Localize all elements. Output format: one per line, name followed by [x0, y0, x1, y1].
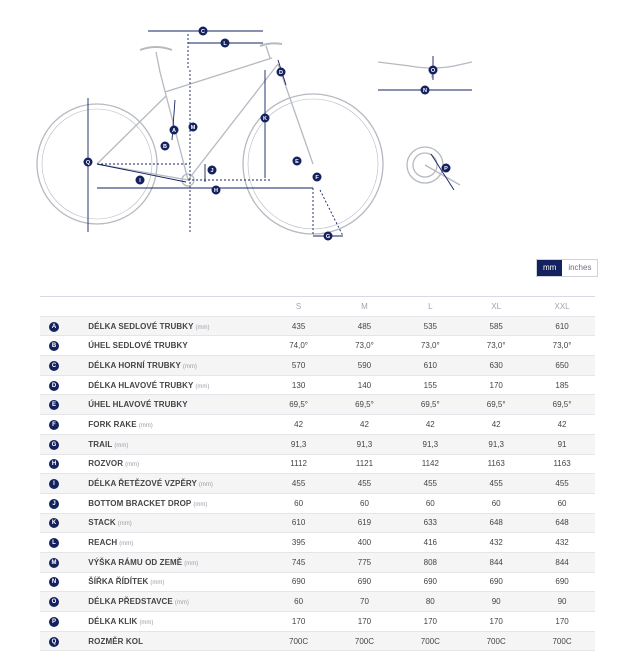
- row-value-cell: 395: [266, 533, 332, 553]
- row-unit: (mm): [195, 383, 210, 390]
- row-value-cell: 140: [332, 375, 398, 395]
- row-value-cell: 1142: [397, 454, 463, 474]
- row-label: FORK RAKE: [88, 419, 137, 429]
- marker-o: [429, 66, 438, 75]
- row-letter-badge: F: [49, 420, 59, 430]
- header-empty: [40, 297, 88, 317]
- table-row: [40, 572, 595, 592]
- row-unit: (mm): [139, 619, 154, 626]
- row-value-cell: 700C: [397, 631, 463, 651]
- svg-text:K: K: [263, 116, 267, 122]
- row-value-cell: 90: [463, 592, 529, 612]
- bike-geometry-diagram: [0, 0, 627, 250]
- row-label: ROZMĚR KOL: [88, 636, 144, 646]
- row-unit: (mm): [117, 521, 132, 528]
- row-value-cell: 91,3: [266, 434, 332, 454]
- row-value-cell: 90: [529, 592, 595, 612]
- row-letter-badge: J: [49, 499, 59, 509]
- marker-c: [199, 27, 208, 36]
- row-value-cell: 844: [463, 552, 529, 572]
- stem: [266, 46, 270, 58]
- table-row: [40, 493, 595, 513]
- row-badge-cell: [40, 552, 88, 572]
- row-value-cell: 155: [397, 375, 463, 395]
- row-letter-badge: L: [49, 538, 59, 548]
- table-row: [40, 612, 595, 632]
- row-value-cell: 619: [332, 513, 398, 533]
- row-label: DÉLKA HORNÍ TRUBKY: [88, 360, 181, 370]
- svg-text:H: H: [214, 188, 218, 194]
- table-body: [40, 316, 595, 651]
- row-value-cell: 455: [463, 474, 529, 494]
- row-label: DÉLKA ŘETĚZOVÉ VZPĚRY: [88, 479, 197, 489]
- saddle: [140, 47, 172, 50]
- row-badge-cell: [40, 572, 88, 592]
- row-label: ROZVOR: [88, 459, 124, 469]
- row-value-cell: 91,3: [332, 434, 398, 454]
- seat-post: [156, 52, 160, 72]
- row-value-cell: 60: [266, 493, 332, 513]
- row-value-cell: 416: [397, 533, 463, 553]
- marker-p: [442, 164, 451, 173]
- row-value-cell: 1112: [266, 454, 332, 474]
- row-value-cell: 700C: [463, 631, 529, 651]
- row-badge-cell: [40, 454, 88, 474]
- marker-h: [212, 186, 221, 195]
- row-badge-cell: [40, 612, 88, 632]
- row-badge-cell: [40, 375, 88, 395]
- row-letter-badge: I: [49, 479, 59, 489]
- row-badge-cell: [40, 316, 88, 336]
- row-unit: (mm): [150, 580, 165, 587]
- svg-text:I: I: [139, 178, 141, 184]
- row-unit: (mm): [198, 482, 213, 489]
- marker-q: [84, 158, 93, 167]
- marker-i: [136, 176, 145, 185]
- row-value-cell: 1163: [463, 454, 529, 474]
- svg-text:J: J: [210, 168, 214, 174]
- row-value-cell: 630: [463, 356, 529, 376]
- row-value-cell: 455: [332, 474, 398, 494]
- row-label: DÉLKA SEDLOVÉ TRUBKY: [88, 321, 194, 331]
- row-label: ÚHEL HLAVOVÉ TRUBKY: [88, 400, 188, 410]
- table-row: [40, 533, 595, 553]
- svg-text:B: B: [163, 144, 167, 150]
- row-value-cell: 585: [463, 316, 529, 336]
- row-letter-badge: C: [49, 361, 59, 371]
- marker-f: [313, 173, 322, 182]
- row-letter-badge: H: [49, 459, 59, 469]
- row-value-cell: 690: [397, 572, 463, 592]
- row-value-cell: 60: [529, 493, 595, 513]
- row-label-cell: [88, 572, 265, 592]
- row-value-cell: 69,5°: [463, 395, 529, 415]
- row-value-cell: 73,0°: [529, 336, 595, 356]
- header-empty-label: [88, 297, 265, 317]
- svg-text:N: N: [423, 88, 427, 94]
- row-unit: (mm): [174, 600, 189, 607]
- row-value-cell: 60: [463, 493, 529, 513]
- table-header-row: [40, 297, 595, 317]
- row-value-cell: 455: [397, 474, 463, 494]
- row-value-cell: 808: [397, 552, 463, 572]
- table-row: [40, 434, 595, 454]
- row-value-cell: 60: [332, 493, 398, 513]
- row-value-cell: 690: [529, 572, 595, 592]
- table-row: [40, 316, 595, 336]
- table-row: [40, 336, 595, 356]
- row-value-cell: 455: [529, 474, 595, 494]
- row-label-cell: [88, 552, 265, 572]
- row-letter-badge: E: [49, 400, 59, 410]
- row-value-cell: 185: [529, 375, 595, 395]
- row-badge-cell: [40, 356, 88, 376]
- unit-inches-button[interactable]: inches: [562, 260, 597, 276]
- row-unit: (mm): [125, 462, 140, 469]
- row-value-cell: 610: [529, 316, 595, 336]
- row-label: DÉLKA PŘEDSTAVCE: [88, 597, 173, 607]
- row-value-cell: 485: [332, 316, 398, 336]
- svg-text:L: L: [223, 41, 227, 47]
- row-letter-badge: Q: [49, 637, 59, 647]
- row-unit: (mm): [184, 560, 199, 567]
- row-label-cell: [88, 592, 265, 612]
- row-value-cell: 745: [266, 552, 332, 572]
- row-label: REACH: [88, 538, 118, 548]
- svg-text:E: E: [295, 159, 299, 165]
- row-value-cell: 73,0°: [463, 336, 529, 356]
- row-value-cell: 775: [332, 552, 398, 572]
- size-header-xl: XL: [463, 297, 529, 317]
- row-unit: (mm): [195, 324, 210, 331]
- row-label-cell: [88, 513, 265, 533]
- row-label-cell: [88, 395, 265, 415]
- row-value-cell: 435: [266, 316, 332, 336]
- row-badge-cell: [40, 415, 88, 435]
- row-value-cell: 42: [397, 415, 463, 435]
- row-value-cell: 170: [463, 375, 529, 395]
- row-label: STACK: [88, 518, 116, 528]
- row-letter-badge: O: [49, 597, 59, 607]
- row-label: ŠÍŘKA ŘÍDÍTEK: [88, 577, 149, 587]
- svg-text:D: D: [279, 70, 283, 76]
- row-value-cell: 73,0°: [332, 336, 398, 356]
- table-row: [40, 513, 595, 533]
- row-value-cell: 170: [332, 612, 398, 632]
- row-value-cell: 42: [463, 415, 529, 435]
- row-unit: (mm): [193, 501, 208, 508]
- row-value-cell: 570: [266, 356, 332, 376]
- geometry-illustration: [0, 0, 627, 250]
- fork: [278, 64, 313, 164]
- table-row: [40, 592, 595, 612]
- row-letter-badge: M: [49, 558, 59, 568]
- row-badge-cell: [40, 631, 88, 651]
- row-value-cell: 700C: [266, 631, 332, 651]
- row-label: BOTTOM BRACKET DROP: [88, 498, 192, 508]
- row-label: DÉLKA KLIK: [88, 616, 138, 626]
- size-header-m: M: [332, 297, 398, 317]
- svg-text:C: C: [201, 29, 205, 35]
- row-label-cell: [88, 631, 265, 651]
- size-header-l: L: [397, 297, 463, 317]
- marker-k: [261, 114, 270, 123]
- table-row: [40, 631, 595, 651]
- row-letter-badge: B: [49, 341, 59, 351]
- table-row: [40, 375, 595, 395]
- row-value-cell: 70: [332, 592, 398, 612]
- row-value-cell: 91,3: [397, 434, 463, 454]
- marker-a: [170, 126, 179, 135]
- row-value-cell: 130: [266, 375, 332, 395]
- row-value-cell: 69,5°: [529, 395, 595, 415]
- table-row: [40, 356, 595, 376]
- row-label: VÝŠKA RÁMU OD ZEMĚ: [88, 557, 183, 567]
- row-label-cell: [88, 316, 265, 336]
- row-value-cell: 690: [463, 572, 529, 592]
- row-value-cell: 610: [266, 513, 332, 533]
- row-label-cell: [88, 474, 265, 494]
- row-badge-cell: [40, 395, 88, 415]
- row-value-cell: 1163: [529, 454, 595, 474]
- row-badge-cell: [40, 592, 88, 612]
- table-row: [40, 454, 595, 474]
- marker-m: [189, 123, 198, 132]
- marker-l: [221, 39, 230, 48]
- row-unit: (mm): [114, 442, 129, 449]
- row-value-cell: 170: [529, 612, 595, 632]
- svg-text:A: A: [172, 128, 176, 134]
- row-value-cell: 80: [397, 592, 463, 612]
- top-tube: [165, 58, 272, 92]
- row-badge-cell: [40, 336, 88, 356]
- row-value-cell: 91,3: [463, 434, 529, 454]
- svg-text:O: O: [430, 68, 436, 74]
- row-badge-cell: [40, 493, 88, 513]
- row-value-cell: 700C: [529, 631, 595, 651]
- geometry-table: [40, 296, 595, 651]
- row-value-cell: 73,0°: [397, 336, 463, 356]
- row-value-cell: 590: [332, 356, 398, 376]
- row-label-cell: [88, 612, 265, 632]
- row-letter-badge: D: [49, 381, 59, 391]
- handlebar-top-view: [378, 62, 472, 68]
- row-label-cell: [88, 336, 265, 356]
- row-value-cell: 1121: [332, 454, 398, 474]
- row-value-cell: 170: [266, 612, 332, 632]
- row-value-cell: 633: [397, 513, 463, 533]
- marker-d: [277, 68, 286, 77]
- row-value-cell: 74,0°: [266, 336, 332, 356]
- unit-mm-button[interactable]: mm: [537, 260, 562, 276]
- svg-text:P: P: [444, 166, 448, 172]
- row-letter-badge: G: [49, 440, 59, 450]
- row-badge-cell: [40, 513, 88, 533]
- marker-j: [208, 166, 217, 175]
- row-value-cell: 535: [397, 316, 463, 336]
- row-letter-badge: K: [49, 518, 59, 528]
- row-value-cell: 69,5°: [332, 395, 398, 415]
- row-value-cell: 69,5°: [266, 395, 332, 415]
- row-value-cell: 432: [529, 533, 595, 553]
- row-value-cell: 700C: [332, 631, 398, 651]
- marker-e: [293, 157, 302, 166]
- row-value-cell: 648: [463, 513, 529, 533]
- row-unit: (mm): [119, 541, 134, 548]
- row-value-cell: 42: [332, 415, 398, 435]
- svg-text:M: M: [190, 125, 196, 131]
- svg-text:G: G: [325, 234, 331, 240]
- row-label: TRAIL: [88, 439, 113, 449]
- row-label-cell: [88, 356, 265, 376]
- table-row: [40, 395, 595, 415]
- row-value-cell: 400: [332, 533, 398, 553]
- svg-text:F: F: [315, 175, 319, 181]
- row-unit: (mm): [138, 422, 153, 429]
- row-value-cell: 60: [397, 493, 463, 513]
- row-value-cell: 60: [266, 592, 332, 612]
- size-header-s: S: [266, 297, 332, 317]
- row-value-cell: 690: [266, 572, 332, 592]
- row-value-cell: 170: [397, 612, 463, 632]
- row-value-cell: 610: [397, 356, 463, 376]
- row-badge-cell: [40, 533, 88, 553]
- row-letter-badge: A: [49, 322, 59, 332]
- row-value-cell: 42: [529, 415, 595, 435]
- table-row: [40, 415, 595, 435]
- unit-toggle: [536, 259, 598, 277]
- row-value-cell: 42: [266, 415, 332, 435]
- row-label-cell: [88, 375, 265, 395]
- row-label: DÉLKA HLAVOVÉ TRUBKY: [88, 380, 194, 390]
- crankset-illustration: [407, 147, 460, 185]
- row-label: ÚHEL SEDLOVÉ TRUBKY: [88, 341, 188, 351]
- row-label-cell: [88, 434, 265, 454]
- row-value-cell: 844: [529, 552, 595, 572]
- row-value-cell: 648: [529, 513, 595, 533]
- row-unit: (mm): [182, 363, 197, 370]
- marker-n: [421, 86, 430, 95]
- row-value-cell: 91: [529, 434, 595, 454]
- size-header-xxl: XXL: [529, 297, 595, 317]
- row-label-cell: [88, 493, 265, 513]
- table-row: [40, 552, 595, 572]
- row-value-cell: 69,5°: [397, 395, 463, 415]
- row-badge-cell: [40, 434, 88, 454]
- row-letter-badge: P: [49, 617, 59, 627]
- row-badge-cell: [40, 474, 88, 494]
- row-value-cell: 455: [266, 474, 332, 494]
- row-value-cell: 170: [463, 612, 529, 632]
- row-value-cell: 690: [332, 572, 398, 592]
- marker-b: [161, 142, 170, 151]
- row-value-cell: 650: [529, 356, 595, 376]
- marker-g: [324, 232, 333, 241]
- row-letter-badge: N: [49, 577, 59, 587]
- svg-text:Q: Q: [85, 160, 91, 166]
- row-value-cell: 432: [463, 533, 529, 553]
- table-row: [40, 474, 595, 494]
- row-label-cell: [88, 533, 265, 553]
- handlebar: [260, 43, 282, 46]
- row-label-cell: [88, 415, 265, 435]
- row-label-cell: [88, 454, 265, 474]
